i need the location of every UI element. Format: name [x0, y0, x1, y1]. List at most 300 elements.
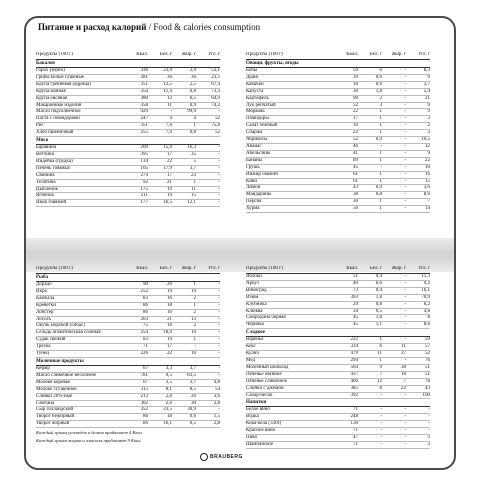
nutrient-value: Ккал. [136, 266, 148, 271]
nutrient-value: - [380, 421, 382, 427]
nutrient-value: 39 [353, 74, 358, 80]
nutrient-value: 67,4 [211, 81, 220, 87]
nutrient-value: - [404, 274, 406, 279]
nutrient-value: 1 [379, 337, 382, 343]
table-row [246, 96, 430, 103]
nutrient-value: 52 [215, 130, 220, 136]
product-name: Баранина [36, 145, 57, 151]
nutrient-value: - [404, 88, 406, 94]
table-header [36, 266, 220, 274]
table-row [36, 123, 220, 130]
product-name: Груша [246, 164, 260, 170]
nutrient-value: 90 [143, 282, 148, 287]
nutrient-value: 83 [143, 337, 148, 343]
nutrient-value: 437 [350, 371, 358, 377]
nutrient-value: 71 [353, 407, 358, 413]
product-name: Цыпленок [36, 186, 58, 192]
nutrient-value: 9 [379, 364, 382, 370]
nutrient-value: 78 [425, 378, 430, 384]
nutrient-value: - [404, 95, 406, 101]
nutrient-value: 21 [167, 179, 172, 185]
table-header [36, 52, 220, 60]
nutrient-value: 21 [167, 316, 172, 322]
nutrient-value: 1 [379, 178, 382, 184]
table-top-right [246, 52, 430, 213]
table-row [246, 288, 430, 295]
nutrient-value: - [404, 301, 406, 307]
nutrient-value: Жир. г [391, 266, 406, 271]
nutrient-value: 19 [191, 288, 196, 294]
section-heading: Овощи, фрукты, ягоды [246, 61, 430, 68]
product-name: Смородина черная [246, 315, 286, 321]
nutrient-value: 0,8 [375, 192, 382, 198]
nutrient-value: 16,3 [187, 145, 196, 151]
nutrient-value: 2 [193, 295, 196, 301]
table-row [246, 442, 430, 449]
table-row [246, 179, 430, 186]
nutrient-value: - [218, 165, 220, 171]
table-row [36, 303, 220, 310]
nutrient-value: 1 [379, 130, 382, 136]
nutrient-value: 2,8 [165, 393, 172, 399]
table-row [36, 193, 220, 200]
table-row [36, 310, 220, 317]
section-heading: Мясо [36, 138, 220, 145]
nutrient-value: 1 [193, 337, 196, 343]
nutrient-value: - [218, 316, 220, 322]
nutrient-value: 86 [143, 414, 148, 420]
nutrient-value: 61 [353, 171, 358, 177]
nutrient-value: 3,7 [423, 81, 430, 87]
nutrient-value: 9 [427, 109, 430, 115]
nutrient-value: 16,5 [163, 200, 172, 206]
nutrient-value: 23,4 [163, 68, 172, 73]
table-row [36, 373, 220, 380]
nutrient-value: 17,9 [163, 165, 172, 171]
nutrient-value: - [218, 288, 220, 294]
product-name: Язык говяжий [36, 200, 67, 206]
nutrient-value: - [218, 179, 220, 185]
nutrient-value: - [218, 323, 220, 329]
nutrient-value: Бел. г [369, 266, 382, 271]
nutrient-value: Угл. г [418, 266, 430, 271]
nutrient-value: 0,4 [375, 287, 382, 293]
product-name: Крупа гречневая (ядрица) [36, 81, 91, 87]
nutrient-value: 61 [353, 178, 358, 184]
table-header [246, 266, 430, 274]
nutrient-value: 255 [140, 130, 148, 136]
nutrient-value: 20 [191, 393, 196, 399]
nutrient-value: 0,8 [189, 88, 196, 94]
nutrient-value: Ккал. [346, 266, 358, 271]
table-row [36, 180, 220, 187]
nutrient-value: 336 [140, 68, 148, 73]
table-top-left [36, 52, 220, 207]
table-header [246, 52, 430, 60]
table-row [246, 372, 430, 379]
nutrient-value: - [404, 130, 406, 136]
nutrient-value: - [380, 392, 382, 398]
nutrient-value: 1 [193, 123, 196, 129]
section-heading: Бакалея [36, 61, 220, 68]
product-name: Шампанское [246, 441, 274, 447]
product-name: Апельсины [246, 150, 271, 156]
nutrient-value: 22 [167, 351, 172, 357]
nutrient-value: Угл. г [418, 52, 430, 57]
nutrient-value: 1 [193, 302, 196, 308]
nutrient-value: 12,1 [187, 200, 196, 206]
nutrient-value: - [404, 392, 406, 398]
product-name: Инжир свежий [246, 171, 278, 177]
nutrient-value: - [404, 81, 406, 87]
nutrient-value: 43 [353, 185, 358, 191]
nutrient-value: - [404, 308, 406, 314]
nutrient-value: 0,8 [375, 301, 382, 307]
product-name: Кока-кола (330г) [246, 421, 282, 427]
table-row [246, 365, 430, 372]
nutrient-value: 1 [193, 282, 196, 287]
nutrient-value: - [404, 199, 406, 205]
nutrient-value: - [218, 193, 220, 199]
nutrient-value: 4 [193, 116, 196, 122]
nutrient-value: 16 [425, 171, 430, 177]
nutrient-value: 75 [143, 323, 148, 329]
product-name: Молоко сгущенное [36, 386, 77, 392]
table-row [36, 166, 220, 173]
product-name: Крупа манная [36, 88, 66, 94]
product-name: Треска [36, 344, 51, 350]
calorie-note: Каждый грамм жиров и алкоголя прибавляет 9 Ккал. [36, 437, 142, 443]
nutrient-value: 73,3 [211, 88, 220, 94]
nutrient-value: Жир. г [181, 266, 196, 271]
nutrient-value: 302 [140, 400, 148, 406]
nutrient-value: 13 [167, 95, 172, 101]
nutrient-value: 19 [191, 330, 196, 336]
nutrient-value: 406 [350, 378, 358, 384]
table-row [36, 152, 220, 159]
product-name: Масло подсолнечное [36, 109, 81, 115]
nutrient-value: 30 [191, 400, 196, 406]
product-name: Персик [246, 199, 262, 205]
nutrient-value: 12 [377, 378, 382, 384]
nutrient-value: - [404, 337, 406, 343]
table-row [246, 295, 430, 302]
section-heading: Сладкое [246, 330, 430, 337]
product-name: Печенье сливочное [246, 378, 287, 384]
nutrient-value: 351 [140, 81, 148, 87]
product-name: Черника [246, 322, 264, 328]
nutrient-value: 0,9 [375, 185, 382, 191]
product-name: Окунь морской (сибас) [36, 323, 85, 329]
nutrient-value: - [218, 351, 220, 357]
table-row [246, 435, 430, 442]
nutrient-value: 14 [425, 206, 430, 212]
nutrient-value: 354 [140, 88, 148, 94]
product-name: Ананас [246, 143, 262, 149]
table-row [36, 89, 220, 96]
nutrient-value: 8 [427, 315, 430, 321]
nutrient-value: - [404, 123, 406, 129]
nutrient-value: 17 [167, 151, 172, 157]
nutrient-value: 71 [143, 344, 148, 350]
nutrient-value: 175 [140, 186, 148, 192]
nutrient-value: 1 [379, 150, 382, 156]
nutrient-value: 3,7 [189, 365, 196, 371]
nutrient-value: 17 [353, 116, 358, 122]
nutrient-value: Жир. г [181, 52, 196, 57]
nutrient-value: 86 [143, 302, 148, 308]
product-name: Молоко коровье [36, 379, 71, 385]
nutrient-value: 9,2 [423, 280, 430, 286]
nutrient-value: 71 [353, 428, 358, 434]
product-name: Кефир [36, 365, 50, 371]
nutrient-value: 30 [353, 199, 358, 205]
nutrient-value: 70,9 [421, 294, 430, 300]
nutrient-value: - [404, 441, 406, 447]
table-row [36, 68, 220, 75]
product-name: Печень говяжья [36, 165, 70, 171]
product-name: Помидоры [246, 116, 269, 122]
nutrient-value: 358 [140, 102, 148, 108]
nutrient-value: - [404, 435, 406, 441]
nutrient-value: 226 [140, 351, 148, 357]
table-row [246, 103, 430, 110]
nutrient-value: 334 [350, 344, 358, 350]
nutrient-value: - [380, 441, 382, 447]
nutrient-value: 3,5 [165, 379, 172, 385]
nutrient-value: - [404, 428, 406, 434]
product-name: Кулич [246, 351, 259, 357]
nutrient-value: - [404, 315, 406, 321]
nutrient-value: 4 [169, 116, 172, 122]
nutrient-value: 247 [140, 116, 148, 122]
nutrient-value: 8,1 [165, 386, 172, 392]
table-row [36, 289, 220, 296]
nutrient-value: - [428, 414, 430, 420]
nutrient-value: 1,8 [375, 315, 382, 321]
nutrient-value: 19 [167, 288, 172, 294]
nutrient-value: 209 [140, 145, 148, 151]
page-title [38, 22, 298, 36]
table-row [36, 103, 220, 110]
nutrient-value: - [218, 172, 220, 178]
nutrient-value: 99,9 [187, 109, 196, 115]
nutrient-value: 7 [427, 199, 430, 205]
nutrient-value: 2,6 [165, 400, 172, 406]
nutrient-value: - [428, 421, 430, 427]
nutrient-value: 71 [353, 441, 358, 447]
product-name: Мед [246, 357, 256, 363]
nutrient-value: 105 [140, 165, 148, 171]
table-row [36, 200, 220, 207]
nutrient-value: 9 [427, 102, 430, 108]
product-name: Виноград [246, 287, 267, 293]
nutrient-value: 11 [191, 186, 196, 192]
nutrient-value: 10 [425, 164, 430, 170]
nutrient-value: 11,4 [163, 88, 172, 94]
nutrient-value: Бел. г [159, 266, 172, 271]
nutrient-value: 51 [425, 364, 430, 370]
nutrient-value: 0,6 [375, 81, 382, 87]
nutrient-value: 0,5 [165, 372, 172, 378]
nutrient-value: - [380, 435, 382, 441]
nutrient-value: 51 [425, 371, 430, 377]
nutrient-value: 2 [193, 323, 196, 329]
nutrient-value: 1 [379, 357, 382, 363]
product-name: Творог нежирный [36, 414, 75, 420]
table-row [246, 68, 430, 75]
product-name: Крупа овсяная [36, 95, 67, 101]
nutrient-value: Угл. г [208, 266, 220, 271]
nutrient-value: 10,5 [421, 137, 430, 143]
nutrient-value: 0,8 [189, 130, 196, 136]
table-row [246, 386, 430, 393]
nutrient-value: 21 [425, 95, 430, 101]
table-row [246, 89, 430, 96]
nutrient-value: - [404, 102, 406, 108]
nutrient-value: 16 [191, 351, 196, 357]
nutrient-value: 781 [140, 372, 148, 378]
product-name: Ягненок [36, 193, 54, 199]
nutrient-value: 1,1 [375, 322, 382, 328]
product-name: Спаржа [246, 130, 263, 136]
table-row [246, 123, 430, 130]
table-row [246, 322, 430, 329]
table-row [246, 144, 430, 151]
table-row [36, 109, 220, 116]
nutrient-value: 929 [140, 109, 148, 115]
product-name: Красное вино [246, 428, 276, 434]
title-sub: Food & calories consumption [153, 22, 261, 32]
table-row [36, 96, 220, 103]
nutrient-value: - [218, 344, 220, 350]
table-row [246, 274, 430, 281]
table-row [36, 116, 220, 123]
table-row [246, 82, 430, 89]
nutrient-value: 294 [350, 357, 358, 363]
table-row [246, 407, 430, 414]
nutrient-value: 45 [353, 315, 358, 321]
product-name: Продукты (100 г) [246, 52, 283, 57]
nutrient-value: 303 [350, 294, 358, 300]
nutrient-value: 59 [353, 68, 358, 73]
nutrient-value: 53,1 [211, 68, 220, 73]
nutrient-value: - [404, 171, 406, 177]
nutrient-value: 34 [353, 308, 358, 314]
nutrient-value: 252 [140, 288, 148, 294]
nutrient-value: 30,9 [187, 407, 196, 413]
nutrient-value: 22 [353, 130, 358, 136]
table-row [246, 344, 430, 351]
nutrient-value: 1 [379, 199, 382, 205]
nutrient-value: 2 [379, 95, 382, 101]
nutrient-value: 16 [167, 309, 172, 315]
nutrient-value: 1,8 [375, 88, 382, 94]
nutrient-value: 1 [379, 116, 382, 122]
nutrient-value: 4,8 [213, 379, 220, 385]
nutrient-value: 1 [379, 206, 382, 212]
product-name: Телятина [36, 179, 56, 185]
nutrient-value: 12 [425, 143, 430, 149]
brand-icon [200, 453, 208, 461]
nutrient-value: 0,4 [375, 274, 382, 279]
nutrient-value: 3,3 [165, 365, 172, 371]
product-name: Сливки 20%-ные [36, 393, 73, 399]
nutrient-value: 385 [350, 385, 358, 391]
product-name: Киви [246, 178, 258, 184]
nutrient-value: 392 [350, 392, 358, 398]
nutrient-value: - [404, 157, 406, 163]
nutrient-value: 22 [353, 109, 358, 115]
nutrient-value: 3 [379, 102, 382, 108]
nutrient-value: - [380, 428, 382, 434]
nutrient-value: 100 [422, 392, 430, 398]
nutrient-value: 36 [191, 74, 196, 80]
nutrient-value: 11 [167, 102, 172, 108]
nutrient-value: 8,3 [423, 68, 430, 73]
table-row [36, 173, 220, 180]
product-name: Белое вино [246, 407, 270, 413]
table-row [36, 394, 220, 401]
product-name: Водка [246, 414, 259, 420]
nutrient-value: - [404, 357, 406, 363]
nutrient-value: 89 [353, 157, 358, 163]
table-row [246, 337, 430, 344]
product-name: Молочный шоколад [246, 364, 289, 370]
product-name: Изюм [246, 294, 259, 300]
section-heading: Рыба [36, 275, 220, 282]
table-row [246, 206, 430, 213]
nutrient-value: 6 [379, 68, 382, 73]
product-name: Горох (зерно) [36, 68, 65, 73]
nutrient-value: 19 [167, 337, 172, 343]
nutrient-value: 6 [379, 344, 382, 350]
nutrient-value: 16,1 [163, 421, 172, 427]
nutrient-value: - [218, 302, 220, 308]
nutrient-value: 5 [193, 158, 196, 164]
nutrient-value: 38 [353, 192, 358, 198]
nutrient-value: 8,6 [423, 322, 430, 328]
nutrient-value: 67 [143, 365, 148, 371]
table-bottom-right [246, 266, 430, 449]
table-row [36, 130, 220, 137]
nutrient-value: 7 [403, 378, 406, 384]
nutrient-value: 23,5 [163, 407, 172, 413]
table-row [246, 428, 430, 435]
title-main: Питание и расход калорий [38, 22, 147, 32]
nutrient-value: - [218, 151, 220, 157]
nutrient-value: 46 [353, 143, 358, 149]
nutrient-value: 15 [191, 193, 196, 199]
nutrient-value: 11,3 [421, 274, 430, 279]
nutrient-value: - [218, 295, 220, 301]
nutrient-value: 51 [353, 274, 358, 279]
table-row [36, 414, 220, 421]
nutrient-value: 2,4 [189, 68, 196, 73]
product-name: Камбала [36, 295, 55, 301]
nutrient-value: 18 [401, 371, 406, 377]
nutrient-value: Бел. г [159, 52, 172, 57]
nutrient-value: 0,5 [189, 421, 196, 427]
nutrient-value: 18 [167, 414, 172, 420]
nutrient-value: 6,5 [189, 95, 196, 101]
nutrient-value: - [404, 109, 406, 115]
nutrient-value: 8,6 [423, 192, 430, 198]
nutrient-value: 211 [140, 193, 148, 199]
product-name: Продукты (100 г) [246, 266, 283, 271]
product-name: Сахар-песок [246, 392, 273, 398]
nutrient-value: 351 [140, 123, 148, 129]
